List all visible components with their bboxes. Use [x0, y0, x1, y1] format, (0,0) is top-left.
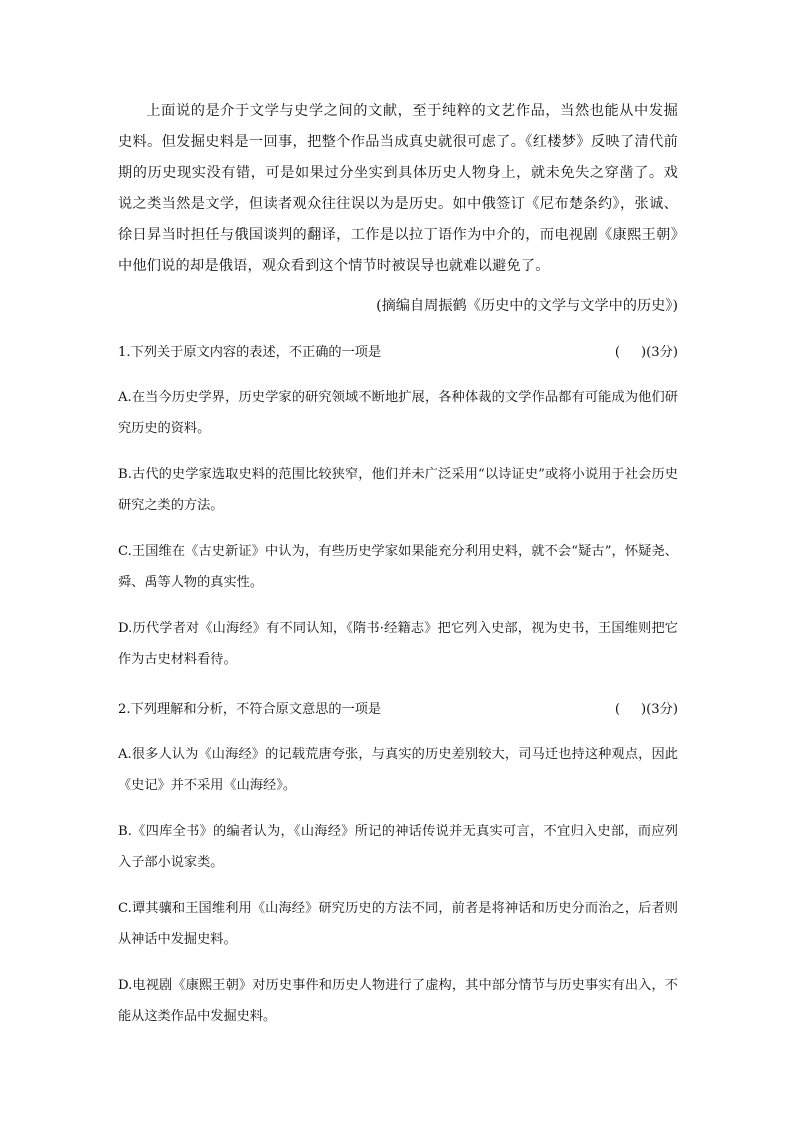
question-1-option-c: C.王国维在《古史新证》中认为，有些历史学家如果能充分利用史料，就不会“疑古”，怀疑尧、舜、禹等人物的真实性。 [118, 544, 678, 590]
document-page [118, 96, 678, 1032]
passage-paragraph: 上面说的是介于文学与史学之间的文献，至于纯粹的文艺作品，当然也能从中发掘史料。但发掘史料是一回事，把整个作品当成真史就很可虑了。《红楼梦》反映了清代前期的历史现实没有错，可是如果过分坐实到具体历史人物身上，就未免失之穿凿了。戏说之类当然是文学，但读者观众往往误以为是历史。如中俄签订《尼布楚条约》，张诚、徐日昇当时担任与俄国谈判的翻译，工作是以拉丁语作为中介的，而电视剧《康熙王朝》中他们说的却是俄语，观众看到这个情节时被误导也就难以避免了。 [118, 103, 678, 274]
question-2-option-b: B.《四库全书》的编者认为，《山海经》所记的神话传说并无真实可言，不宜归入史部，而应列入子部小说家类。 [118, 824, 678, 870]
question-2-option-d: D.电视剧《康熙王朝》对历史事件和历史人物进行了虚构，其中部分情节与历史事实有出入，不能从这类作品中发掘史料。 [118, 978, 678, 1024]
question-2-stem: 2.下列理解和分析，不符合原文意思的一项是 [118, 702, 382, 717]
question-1-option-b: B.古代的史学家选取史料的范围比较狭窄，他们并未广泛采用“以诗证史”或将小说用于社会历史研究之类的方法。 [118, 467, 678, 513]
passage-source: (摘编自周振鹤《历史中的文学与文学中的历史》) [376, 298, 678, 314]
question-1-option-a: A.在当今历史学界，历史学家的研究领域不断地扩展，各种体裁的文学作品都有可能成为他们研究历史的资料。 [118, 390, 678, 436]
question-2 [118, 695, 678, 724]
question-2-score: ( )(3分) [614, 702, 678, 717]
question-1-score: ( )(3分) [614, 345, 678, 360]
question-1-option-d: D.历代学者对《山海经》有不同认知，《隋书·经籍志》把它列入史部，视为史书，王国维则把它作为古史材料看待。 [118, 621, 678, 667]
question-2-option-c: C.谭其骧和王国维利用《山海经》研究历史的方法不同，前者是将神话和历史分而治之，后者则从神话中发掘史料。 [118, 901, 678, 947]
question-1-stem: 1.下列关于原文内容的表述，不正确的一项是 [118, 345, 382, 360]
question-2-option-a: A.很多人认为《山海经》的记载荒唐夸张，与真实的历史差别较大，司马迁也持这种观点，因此《史记》并不采用《山海经》。 [118, 747, 678, 793]
question-1 [118, 338, 678, 367]
